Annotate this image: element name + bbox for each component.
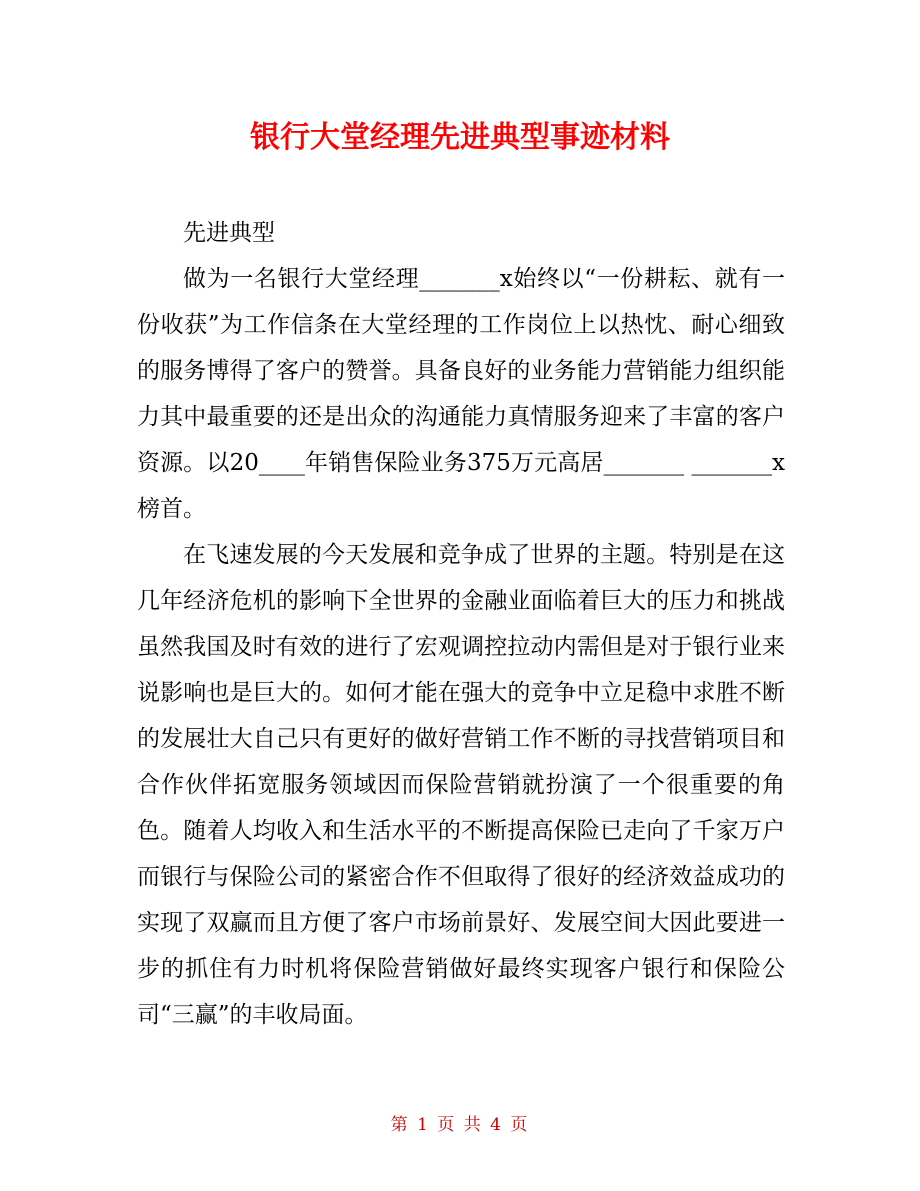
page-number-footer: 第 1 页 共 4 页 [390, 1115, 530, 1135]
document-body [137, 210, 785, 1038]
paragraph-heading: 先进典型 [183, 220, 275, 246]
document-title: 银行大堂经理先进典型事迹材料 [250, 120, 670, 155]
paragraph-1: 做为一名银行大堂经理_______x始终以“一份耕耘、就有一份收获”为工作信条在大堂经理的工作岗位上以热忱、耐心细致的服务博得了客户的赞誉。具备良好的业务能力营销能力组织能力其中最重要的还是出众的沟通能力真情服务迎来了丰富的客户资源。以20____年销售保险业务375万元高居_______ _______x榜首。 [137, 266, 785, 522]
paragraph-2: 在飞速发展的今天发展和竞争成了世界的主题。特别是在这几年经济危机的影响下全世界的金融业面临着巨大的压力和挑战虽然我国及时有效的进行了宏观调控拉动内需但是对于银行业来说影响也是巨大的。如何才能在强大的竞争中立足稳中求胜不断的发展壮大自己只有更好的做好营销工作不断的寻找营销项目和合作伙伴拓宽服务领域因而保险营销就扮演了一个很重要的角色。随着人均收入和生活水平的不断提高保险已走向了千家万户而银行与保险公司的紧密合作不但取得了很好的经济效益成功的实现了双赢而且方便了客户市场前景好、发展空间大因此要进一步的抓住有力时机将保险营销做好最终实现客户银行和保险公司“三赢”的丰收局面。 [137, 542, 785, 1028]
